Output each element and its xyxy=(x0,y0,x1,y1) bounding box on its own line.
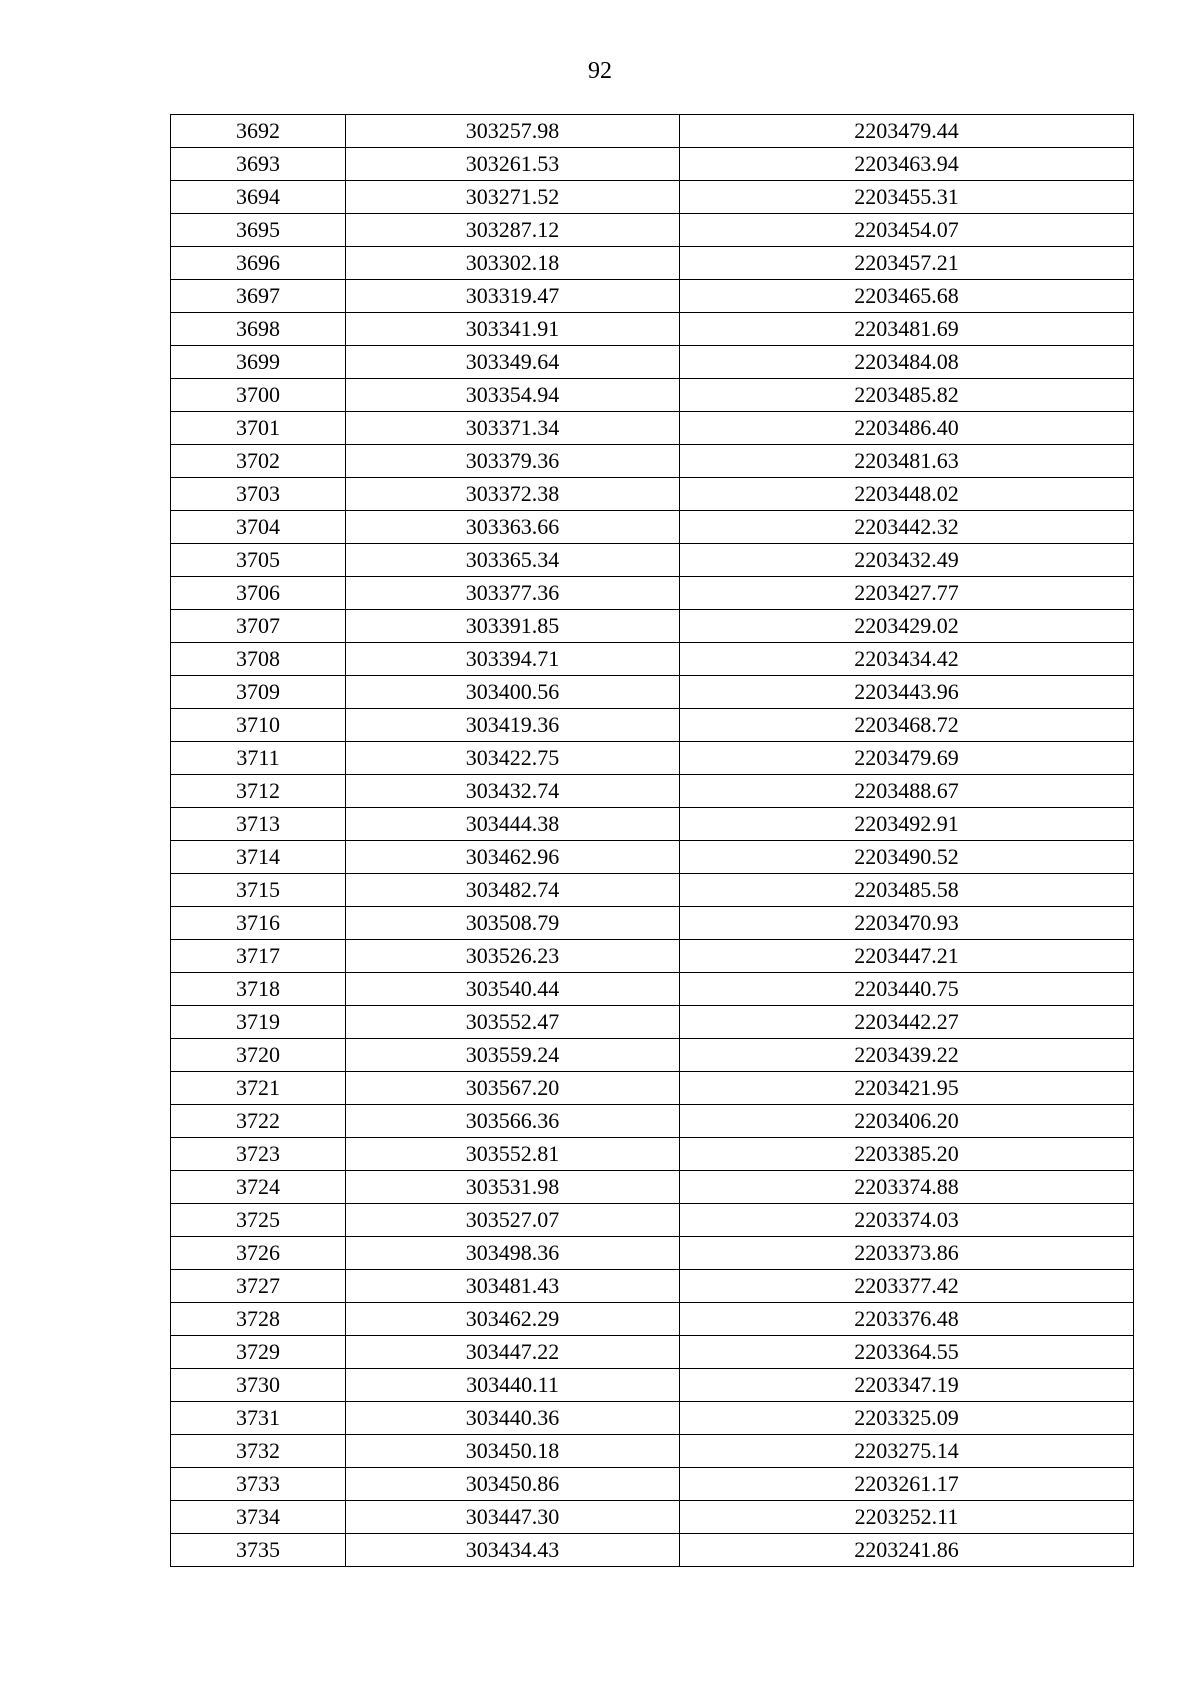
point-number-cell: 3706 xyxy=(171,577,346,610)
table-row xyxy=(171,1468,1134,1501)
y-coordinate-cell: 2203455.31 xyxy=(680,181,1134,214)
coordinates-table xyxy=(170,114,1134,1567)
coordinates-table-body xyxy=(171,115,1134,1567)
table-row xyxy=(171,1501,1134,1534)
point-number-cell: 3725 xyxy=(171,1204,346,1237)
table-row xyxy=(171,1402,1134,1435)
point-number-cell: 3701 xyxy=(171,412,346,445)
point-number-cell: 3698 xyxy=(171,313,346,346)
x-coordinate-cell: 303363.66 xyxy=(346,511,680,544)
table-row xyxy=(171,808,1134,841)
y-coordinate-cell: 2203484.08 xyxy=(680,346,1134,379)
point-number-cell: 3727 xyxy=(171,1270,346,1303)
table-row xyxy=(171,676,1134,709)
point-number-cell: 3699 xyxy=(171,346,346,379)
table-row xyxy=(171,1006,1134,1039)
y-coordinate-cell: 2203488.67 xyxy=(680,775,1134,808)
y-coordinate-cell: 2203457.21 xyxy=(680,247,1134,280)
x-coordinate-cell: 303400.56 xyxy=(346,676,680,709)
y-coordinate-cell: 2203485.82 xyxy=(680,379,1134,412)
table-row xyxy=(171,1336,1134,1369)
point-number-cell: 3712 xyxy=(171,775,346,808)
point-number-cell: 3714 xyxy=(171,841,346,874)
y-coordinate-cell: 2203439.22 xyxy=(680,1039,1134,1072)
x-coordinate-cell: 303498.36 xyxy=(346,1237,680,1270)
point-number-cell: 3721 xyxy=(171,1072,346,1105)
table-row xyxy=(171,577,1134,610)
point-number-cell: 3704 xyxy=(171,511,346,544)
point-number-cell: 3710 xyxy=(171,709,346,742)
table-row xyxy=(171,1039,1134,1072)
y-coordinate-cell: 2203442.27 xyxy=(680,1006,1134,1039)
point-number-cell: 3729 xyxy=(171,1336,346,1369)
x-coordinate-cell: 303552.47 xyxy=(346,1006,680,1039)
point-number-cell: 3702 xyxy=(171,445,346,478)
table-row xyxy=(171,775,1134,808)
table-row xyxy=(171,247,1134,280)
point-number-cell: 3735 xyxy=(171,1534,346,1567)
table-row xyxy=(171,148,1134,181)
table-row xyxy=(171,511,1134,544)
point-number-cell: 3717 xyxy=(171,940,346,973)
x-coordinate-cell: 303287.12 xyxy=(346,214,680,247)
y-coordinate-cell: 2203442.32 xyxy=(680,511,1134,544)
x-coordinate-cell: 303450.18 xyxy=(346,1435,680,1468)
y-coordinate-cell: 2203374.03 xyxy=(680,1204,1134,1237)
table-row xyxy=(171,1237,1134,1270)
x-coordinate-cell: 303302.18 xyxy=(346,247,680,280)
y-coordinate-cell: 2203492.91 xyxy=(680,808,1134,841)
table-row xyxy=(171,544,1134,577)
x-coordinate-cell: 303462.96 xyxy=(346,841,680,874)
x-coordinate-cell: 303319.47 xyxy=(346,280,680,313)
y-coordinate-cell: 2203385.20 xyxy=(680,1138,1134,1171)
x-coordinate-cell: 303440.11 xyxy=(346,1369,680,1402)
point-number-cell: 3692 xyxy=(171,115,346,148)
y-coordinate-cell: 2203252.11 xyxy=(680,1501,1134,1534)
table-row xyxy=(171,1303,1134,1336)
y-coordinate-cell: 2203468.72 xyxy=(680,709,1134,742)
y-coordinate-cell: 2203377.42 xyxy=(680,1270,1134,1303)
x-coordinate-cell: 303434.43 xyxy=(346,1534,680,1567)
x-coordinate-cell: 303261.53 xyxy=(346,148,680,181)
y-coordinate-cell: 2203364.55 xyxy=(680,1336,1134,1369)
point-number-cell: 3731 xyxy=(171,1402,346,1435)
table-row xyxy=(171,1171,1134,1204)
x-coordinate-cell: 303462.29 xyxy=(346,1303,680,1336)
table-row xyxy=(171,346,1134,379)
point-number-cell: 3696 xyxy=(171,247,346,280)
x-coordinate-cell: 303271.52 xyxy=(346,181,680,214)
point-number-cell: 3708 xyxy=(171,643,346,676)
table-row xyxy=(171,313,1134,346)
y-coordinate-cell: 2203275.14 xyxy=(680,1435,1134,1468)
x-coordinate-cell: 303379.36 xyxy=(346,445,680,478)
table-row xyxy=(171,709,1134,742)
point-number-cell: 3720 xyxy=(171,1039,346,1072)
point-number-cell: 3695 xyxy=(171,214,346,247)
x-coordinate-cell: 303540.44 xyxy=(346,973,680,1006)
point-number-cell: 3707 xyxy=(171,610,346,643)
table-row xyxy=(171,610,1134,643)
table-row xyxy=(171,478,1134,511)
table-row xyxy=(171,874,1134,907)
x-coordinate-cell: 303447.22 xyxy=(346,1336,680,1369)
point-number-cell: 3713 xyxy=(171,808,346,841)
point-number-cell: 3724 xyxy=(171,1171,346,1204)
y-coordinate-cell: 2203481.63 xyxy=(680,445,1134,478)
table-row xyxy=(171,1072,1134,1105)
table-row xyxy=(171,115,1134,148)
x-coordinate-cell: 303482.74 xyxy=(346,874,680,907)
table-row xyxy=(171,907,1134,940)
table-row xyxy=(171,1270,1134,1303)
y-coordinate-cell: 2203465.68 xyxy=(680,280,1134,313)
table-row xyxy=(171,841,1134,874)
y-coordinate-cell: 2203470.93 xyxy=(680,907,1134,940)
y-coordinate-cell: 2203325.09 xyxy=(680,1402,1134,1435)
x-coordinate-cell: 303365.34 xyxy=(346,544,680,577)
table-row xyxy=(171,214,1134,247)
x-coordinate-cell: 303559.24 xyxy=(346,1039,680,1072)
x-coordinate-cell: 303257.98 xyxy=(346,115,680,148)
x-coordinate-cell: 303552.81 xyxy=(346,1138,680,1171)
y-coordinate-cell: 2203490.52 xyxy=(680,841,1134,874)
x-coordinate-cell: 303371.34 xyxy=(346,412,680,445)
x-coordinate-cell: 303341.91 xyxy=(346,313,680,346)
x-coordinate-cell: 303419.36 xyxy=(346,709,680,742)
point-number-cell: 3723 xyxy=(171,1138,346,1171)
x-coordinate-cell: 303450.86 xyxy=(346,1468,680,1501)
table-row xyxy=(171,1435,1134,1468)
y-coordinate-cell: 2203374.88 xyxy=(680,1171,1134,1204)
point-number-cell: 3732 xyxy=(171,1435,346,1468)
table-row xyxy=(171,742,1134,775)
x-coordinate-cell: 303422.75 xyxy=(346,742,680,775)
table-row xyxy=(171,1204,1134,1237)
x-coordinate-cell: 303447.30 xyxy=(346,1501,680,1534)
x-coordinate-cell: 303531.98 xyxy=(346,1171,680,1204)
table-row xyxy=(171,1105,1134,1138)
point-number-cell: 3705 xyxy=(171,544,346,577)
y-coordinate-cell: 2203434.42 xyxy=(680,643,1134,676)
x-coordinate-cell: 303391.85 xyxy=(346,610,680,643)
x-coordinate-cell: 303527.07 xyxy=(346,1204,680,1237)
y-coordinate-cell: 2203373.86 xyxy=(680,1237,1134,1270)
point-number-cell: 3728 xyxy=(171,1303,346,1336)
point-number-cell: 3694 xyxy=(171,181,346,214)
x-coordinate-cell: 303349.64 xyxy=(346,346,680,379)
y-coordinate-cell: 2203440.75 xyxy=(680,973,1134,1006)
x-coordinate-cell: 303377.36 xyxy=(346,577,680,610)
y-coordinate-cell: 2203241.86 xyxy=(680,1534,1134,1567)
point-number-cell: 3711 xyxy=(171,742,346,775)
point-number-cell: 3719 xyxy=(171,1006,346,1039)
y-coordinate-cell: 2203481.69 xyxy=(680,313,1134,346)
x-coordinate-cell: 303481.43 xyxy=(346,1270,680,1303)
y-coordinate-cell: 2203479.44 xyxy=(680,115,1134,148)
x-coordinate-cell: 303526.23 xyxy=(346,940,680,973)
table-row xyxy=(171,940,1134,973)
table-row xyxy=(171,1369,1134,1402)
point-number-cell: 3693 xyxy=(171,148,346,181)
table-row xyxy=(171,379,1134,412)
y-coordinate-cell: 2203443.96 xyxy=(680,676,1134,709)
table-row xyxy=(171,643,1134,676)
x-coordinate-cell: 303372.38 xyxy=(346,478,680,511)
table-row xyxy=(171,181,1134,214)
x-coordinate-cell: 303354.94 xyxy=(346,379,680,412)
y-coordinate-cell: 2203406.20 xyxy=(680,1105,1134,1138)
y-coordinate-cell: 2203347.19 xyxy=(680,1369,1134,1402)
point-number-cell: 3722 xyxy=(171,1105,346,1138)
y-coordinate-cell: 2203432.49 xyxy=(680,544,1134,577)
x-coordinate-cell: 303567.20 xyxy=(346,1072,680,1105)
point-number-cell: 3726 xyxy=(171,1237,346,1270)
x-coordinate-cell: 303508.79 xyxy=(346,907,680,940)
point-number-cell: 3734 xyxy=(171,1501,346,1534)
y-coordinate-cell: 2203448.02 xyxy=(680,478,1134,511)
x-coordinate-cell: 303440.36 xyxy=(346,1402,680,1435)
table-row xyxy=(171,280,1134,313)
point-number-cell: 3716 xyxy=(171,907,346,940)
y-coordinate-cell: 2203447.21 xyxy=(680,940,1134,973)
y-coordinate-cell: 2203429.02 xyxy=(680,610,1134,643)
point-number-cell: 3700 xyxy=(171,379,346,412)
y-coordinate-cell: 2203463.94 xyxy=(680,148,1134,181)
point-number-cell: 3709 xyxy=(171,676,346,709)
page-number: 92 xyxy=(588,58,612,84)
table-row xyxy=(171,1534,1134,1567)
y-coordinate-cell: 2203486.40 xyxy=(680,412,1134,445)
x-coordinate-cell: 303394.71 xyxy=(346,643,680,676)
x-coordinate-cell: 303444.38 xyxy=(346,808,680,841)
table-row xyxy=(171,412,1134,445)
x-coordinate-cell: 303432.74 xyxy=(346,775,680,808)
y-coordinate-cell: 2203261.17 xyxy=(680,1468,1134,1501)
y-coordinate-cell: 2203454.07 xyxy=(680,214,1134,247)
point-number-cell: 3733 xyxy=(171,1468,346,1501)
point-number-cell: 3730 xyxy=(171,1369,346,1402)
y-coordinate-cell: 2203421.95 xyxy=(680,1072,1134,1105)
y-coordinate-cell: 2203485.58 xyxy=(680,874,1134,907)
x-coordinate-cell: 303566.36 xyxy=(346,1105,680,1138)
table-row xyxy=(171,1138,1134,1171)
y-coordinate-cell: 2203376.48 xyxy=(680,1303,1134,1336)
table-row xyxy=(171,973,1134,1006)
point-number-cell: 3703 xyxy=(171,478,346,511)
point-number-cell: 3718 xyxy=(171,973,346,1006)
y-coordinate-cell: 2203479.69 xyxy=(680,742,1134,775)
point-number-cell: 3697 xyxy=(171,280,346,313)
y-coordinate-cell: 2203427.77 xyxy=(680,577,1134,610)
point-number-cell: 3715 xyxy=(171,874,346,907)
table-row xyxy=(171,445,1134,478)
